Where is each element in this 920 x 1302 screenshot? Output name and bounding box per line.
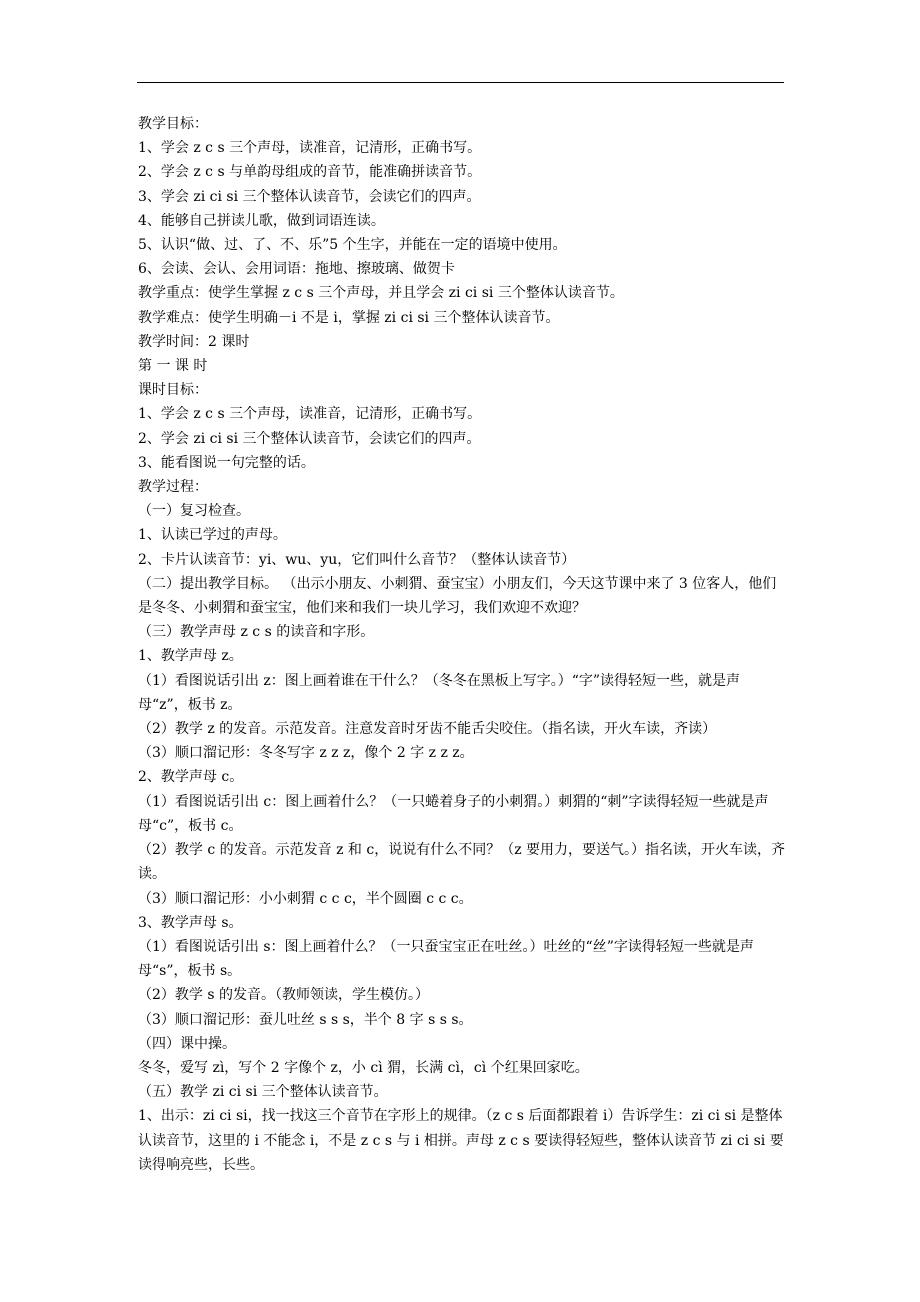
goal-item-3: 3、学会 zi ci si 三个整体认读音节，会读它们的四声。 <box>138 188 481 205</box>
section-teach-zi-ci-si: （五）教学 zi ci si 三个整体认读音节。 <box>138 1084 388 1101</box>
heading-teaching-goals: 教学目标： <box>138 116 208 132</box>
exercise-rhyme: 冬冬，爱写 zì，写个 2 字像个 z，小 cì 猬，长满 cì，cì 个红果回家吃。 <box>138 1059 589 1076</box>
teach-s-step-3: （3）顺口溜记形：蚕儿吐丝 s s s，半个 8 字 s s s。 <box>138 1011 473 1028</box>
teach-s-heading: 3、教学声母 s。 <box>138 914 243 931</box>
goal-item-1: 1、学会 z c s 三个声母，读准音，记清形，正确书写。 <box>138 140 482 157</box>
lesson-goal-3: 3、能看图说一句完整的话。 <box>138 454 315 471</box>
goal-item-6: 6、会读、会认、会用词语：拖地、擦玻璃、做贺卡 <box>138 261 455 278</box>
teach-c-step-3: （3）顺口溜记形：小小刺猬 c c c，半个圆圈 c c c。 <box>138 890 473 907</box>
section-review: （一）复习检查。 <box>138 503 250 520</box>
teach-c-step-1: （1）看图说话引出 c：图上画着什么？（一只蜷着身子的小刺猬。）刺猬的“刺”字读得轻短一些就是声母“c”，板书 c。 <box>138 793 769 834</box>
header-rule <box>137 82 784 83</box>
teach-zi-ci-si-step-1: 1、出示：zi ci si，找一找这三个音节在字形上的规律。（z c s 后面都跟着 i）告诉学生：zi ci si 是整体认读音节，这里的 i 不能念 i，不是 z c s 与 i 相拼。声母 z c s 要读得轻短些，整体认读音节 zi ci si 要读得响亮些，长些。 <box>138 1108 784 1173</box>
review-item-1: 1、认读已学过的声母。 <box>138 527 287 544</box>
section-introduce-goals: （二）提出教学目标。 （出示小朋友、小刺猬、蚕宝宝）小朋友们，今天这节课中来了 3 位客人，他们是冬冬、小刺猬和蚕宝宝，他们来和我们一块儿学习，我们欢迎不欢迎？ <box>138 575 777 617</box>
teach-c-step-2: （2）教学 c 的发音。示范发音 z 和 c，说说有什么不同？（z 要用力，要送气。）指名读，开火车读，齐读。 <box>138 842 786 883</box>
section-teach-zcs: （三）教学声母 z c s 的读音和字形。 <box>138 624 375 641</box>
teaching-process-heading: 教学过程： <box>138 479 208 496</box>
teach-s-step-1: （1）看图说话引出 s：图上画着什么？（一只蚕宝宝正在吐丝。）吐丝的“丝”字读得轻短一些就是声母“s”，板书 s。 <box>138 938 754 980</box>
goal-item-2: 2、学会 z c s 与单韵母组成的音节，能准确拼读音节。 <box>138 164 482 181</box>
teach-z-step-2: （2）教学 z 的发音。示范发音。注意发音时牙齿不能舌尖咬住。（指名读，开火车读，齐读） <box>138 721 717 738</box>
lesson-goal-2: 2、学会 zi ci si 三个整体认读音节，会读它们的四声。 <box>138 430 481 447</box>
teach-z-step-3: （3）顺口溜记形：冬冬写字 z z z，像个 2 字 z z z。 <box>138 745 474 762</box>
goal-item-5: 5、认识“做、过、了、不、乐”5 个生字，并能在一定的语境中使用。 <box>138 237 567 254</box>
teach-s-step-2: （2）教学 s 的发音。（教师领读，学生模仿。） <box>138 987 429 1004</box>
teach-c-heading: 2、教学声母 c。 <box>138 769 244 786</box>
lesson-goals-heading: 课时目标： <box>138 382 208 399</box>
teach-z-heading: 1、教学声母 z。 <box>138 648 243 665</box>
goal-item-4: 4、能够自己拼读儿歌，做到词语连读。 <box>138 212 385 229</box>
section-break-exercise: （四）课中操。 <box>138 1035 236 1052</box>
document-body <box>138 112 788 1177</box>
teaching-key-points: 教学重点：使学生掌握 z c s 三个声母，并且学会 zi ci si 三个整体认读音节。 <box>138 285 624 302</box>
lesson-goal-1: 1、学会 z c s 三个声母，读准音，记清形，正确书写。 <box>138 406 482 423</box>
review-item-2: 2、卡片认读音节：yi、wu、yu，它们叫什么音节？（整体认读音节） <box>138 551 576 568</box>
teaching-difficulties: 教学难点：使学生明确－i 不是 i，掌握 zi ci si 三个整体认读音节。 <box>138 309 560 326</box>
teach-z-step-1: （1）看图说话引出 z：图上画着谁在干什么？（冬冬在黑板上写字。）“字”读得轻短一些，就是声母“z”，板书 z。 <box>138 672 741 713</box>
teaching-time: 教学时间：2 课时 <box>138 333 250 350</box>
lesson-one-heading: 第 一 课 时 <box>138 358 208 375</box>
